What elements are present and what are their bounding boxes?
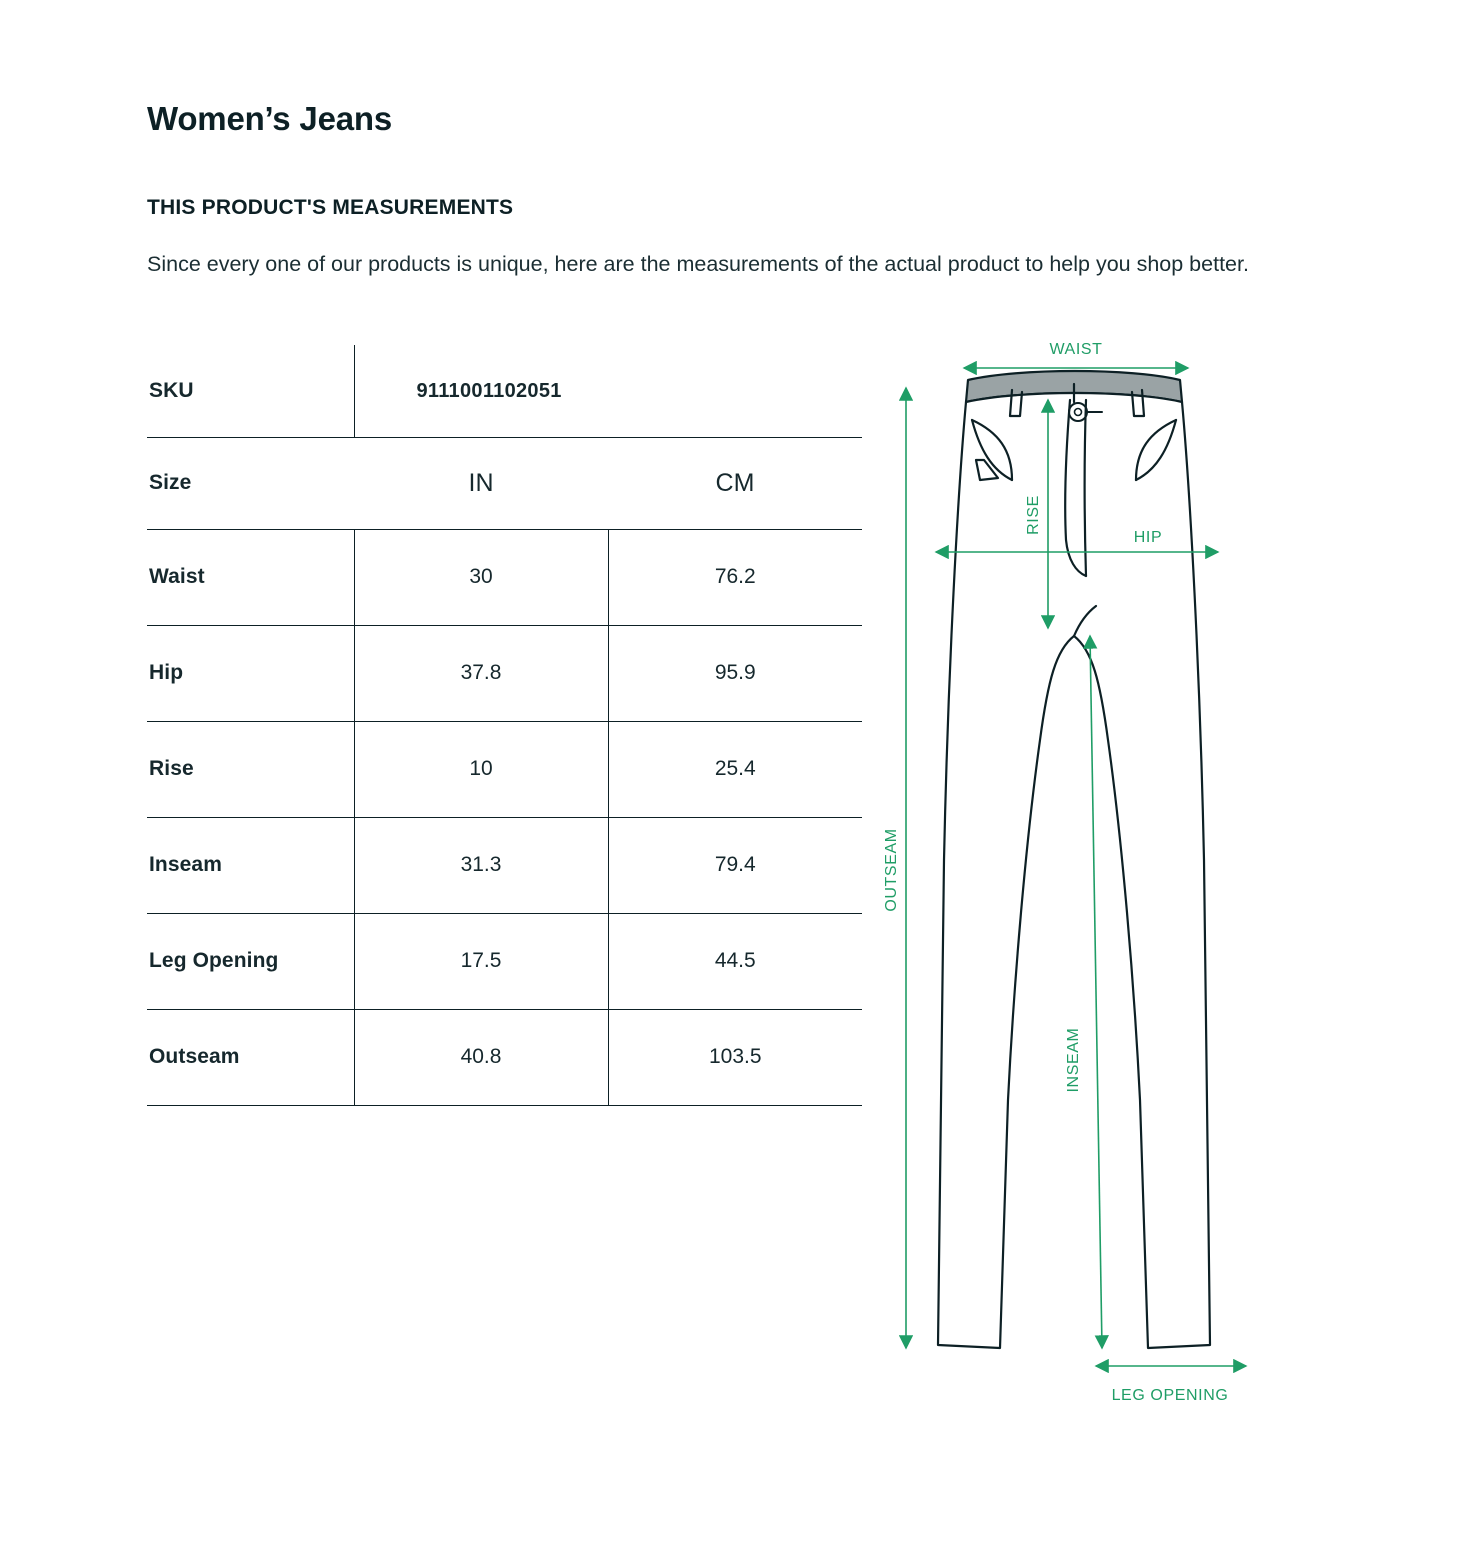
row-cm-hip: 95.9 xyxy=(608,625,862,721)
sku-label: SKU xyxy=(147,345,354,437)
table-row xyxy=(147,625,862,721)
row-in-hip: 37.8 xyxy=(354,625,608,721)
table-row-sku xyxy=(147,345,862,437)
measurements-table xyxy=(147,345,862,1106)
table-row xyxy=(147,721,862,817)
intro-text: Since every one of our products is unique, here are the measurements of the actual product to help you shop better. xyxy=(147,252,1249,276)
row-label-outseam: Outseam xyxy=(147,1009,354,1105)
section-title: THIS PRODUCT'S MEASUREMENTS xyxy=(147,196,514,219)
jeans-measurement-diagram xyxy=(880,340,1310,1450)
row-cm-waist: 76.2 xyxy=(608,529,862,625)
row-label-waist: Waist xyxy=(147,529,354,625)
row-in-leg-opening: 17.5 xyxy=(354,913,608,1009)
row-in-outseam: 40.8 xyxy=(354,1009,608,1105)
row-label-rise: Rise xyxy=(147,721,354,817)
page-title: Women’s Jeans xyxy=(147,100,392,137)
measurements-table-wrapper xyxy=(147,345,862,1106)
row-in-inseam: 31.3 xyxy=(354,817,608,913)
leg-opening-label: LEG OPENING xyxy=(1111,1387,1229,1404)
row-cm-outseam: 103.5 xyxy=(608,1009,862,1105)
row-label-inseam: Inseam xyxy=(147,817,354,913)
size-label: Size xyxy=(147,437,354,529)
row-cm-leg-opening: 44.5 xyxy=(608,913,862,1009)
waist-label: WAIST xyxy=(1049,341,1103,358)
row-label-hip: Hip xyxy=(147,625,354,721)
outseam-label: OUTSEAM xyxy=(883,828,900,912)
row-in-waist: 30 xyxy=(354,529,608,625)
row-in-rise: 10 xyxy=(354,721,608,817)
table-row xyxy=(147,1009,862,1105)
row-cm-inseam: 79.4 xyxy=(608,817,862,913)
inseam-measure-line xyxy=(1090,636,1102,1348)
inseam-label: INSEAM xyxy=(1065,1027,1082,1093)
rise-label: RISE xyxy=(1025,495,1042,535)
jeans-illustration xyxy=(938,371,1210,1348)
hip-label: HIP xyxy=(1133,529,1163,546)
column-header-cm: CM xyxy=(608,437,862,529)
sku-value: 9111001102051 xyxy=(354,345,862,437)
row-cm-rise: 25.4 xyxy=(608,721,862,817)
table-row xyxy=(147,529,862,625)
table-row xyxy=(147,913,862,1009)
table-row xyxy=(147,817,862,913)
row-label-leg-opening: Leg Opening xyxy=(147,913,354,1009)
table-header-row xyxy=(147,437,862,529)
column-header-in: IN xyxy=(354,437,608,529)
